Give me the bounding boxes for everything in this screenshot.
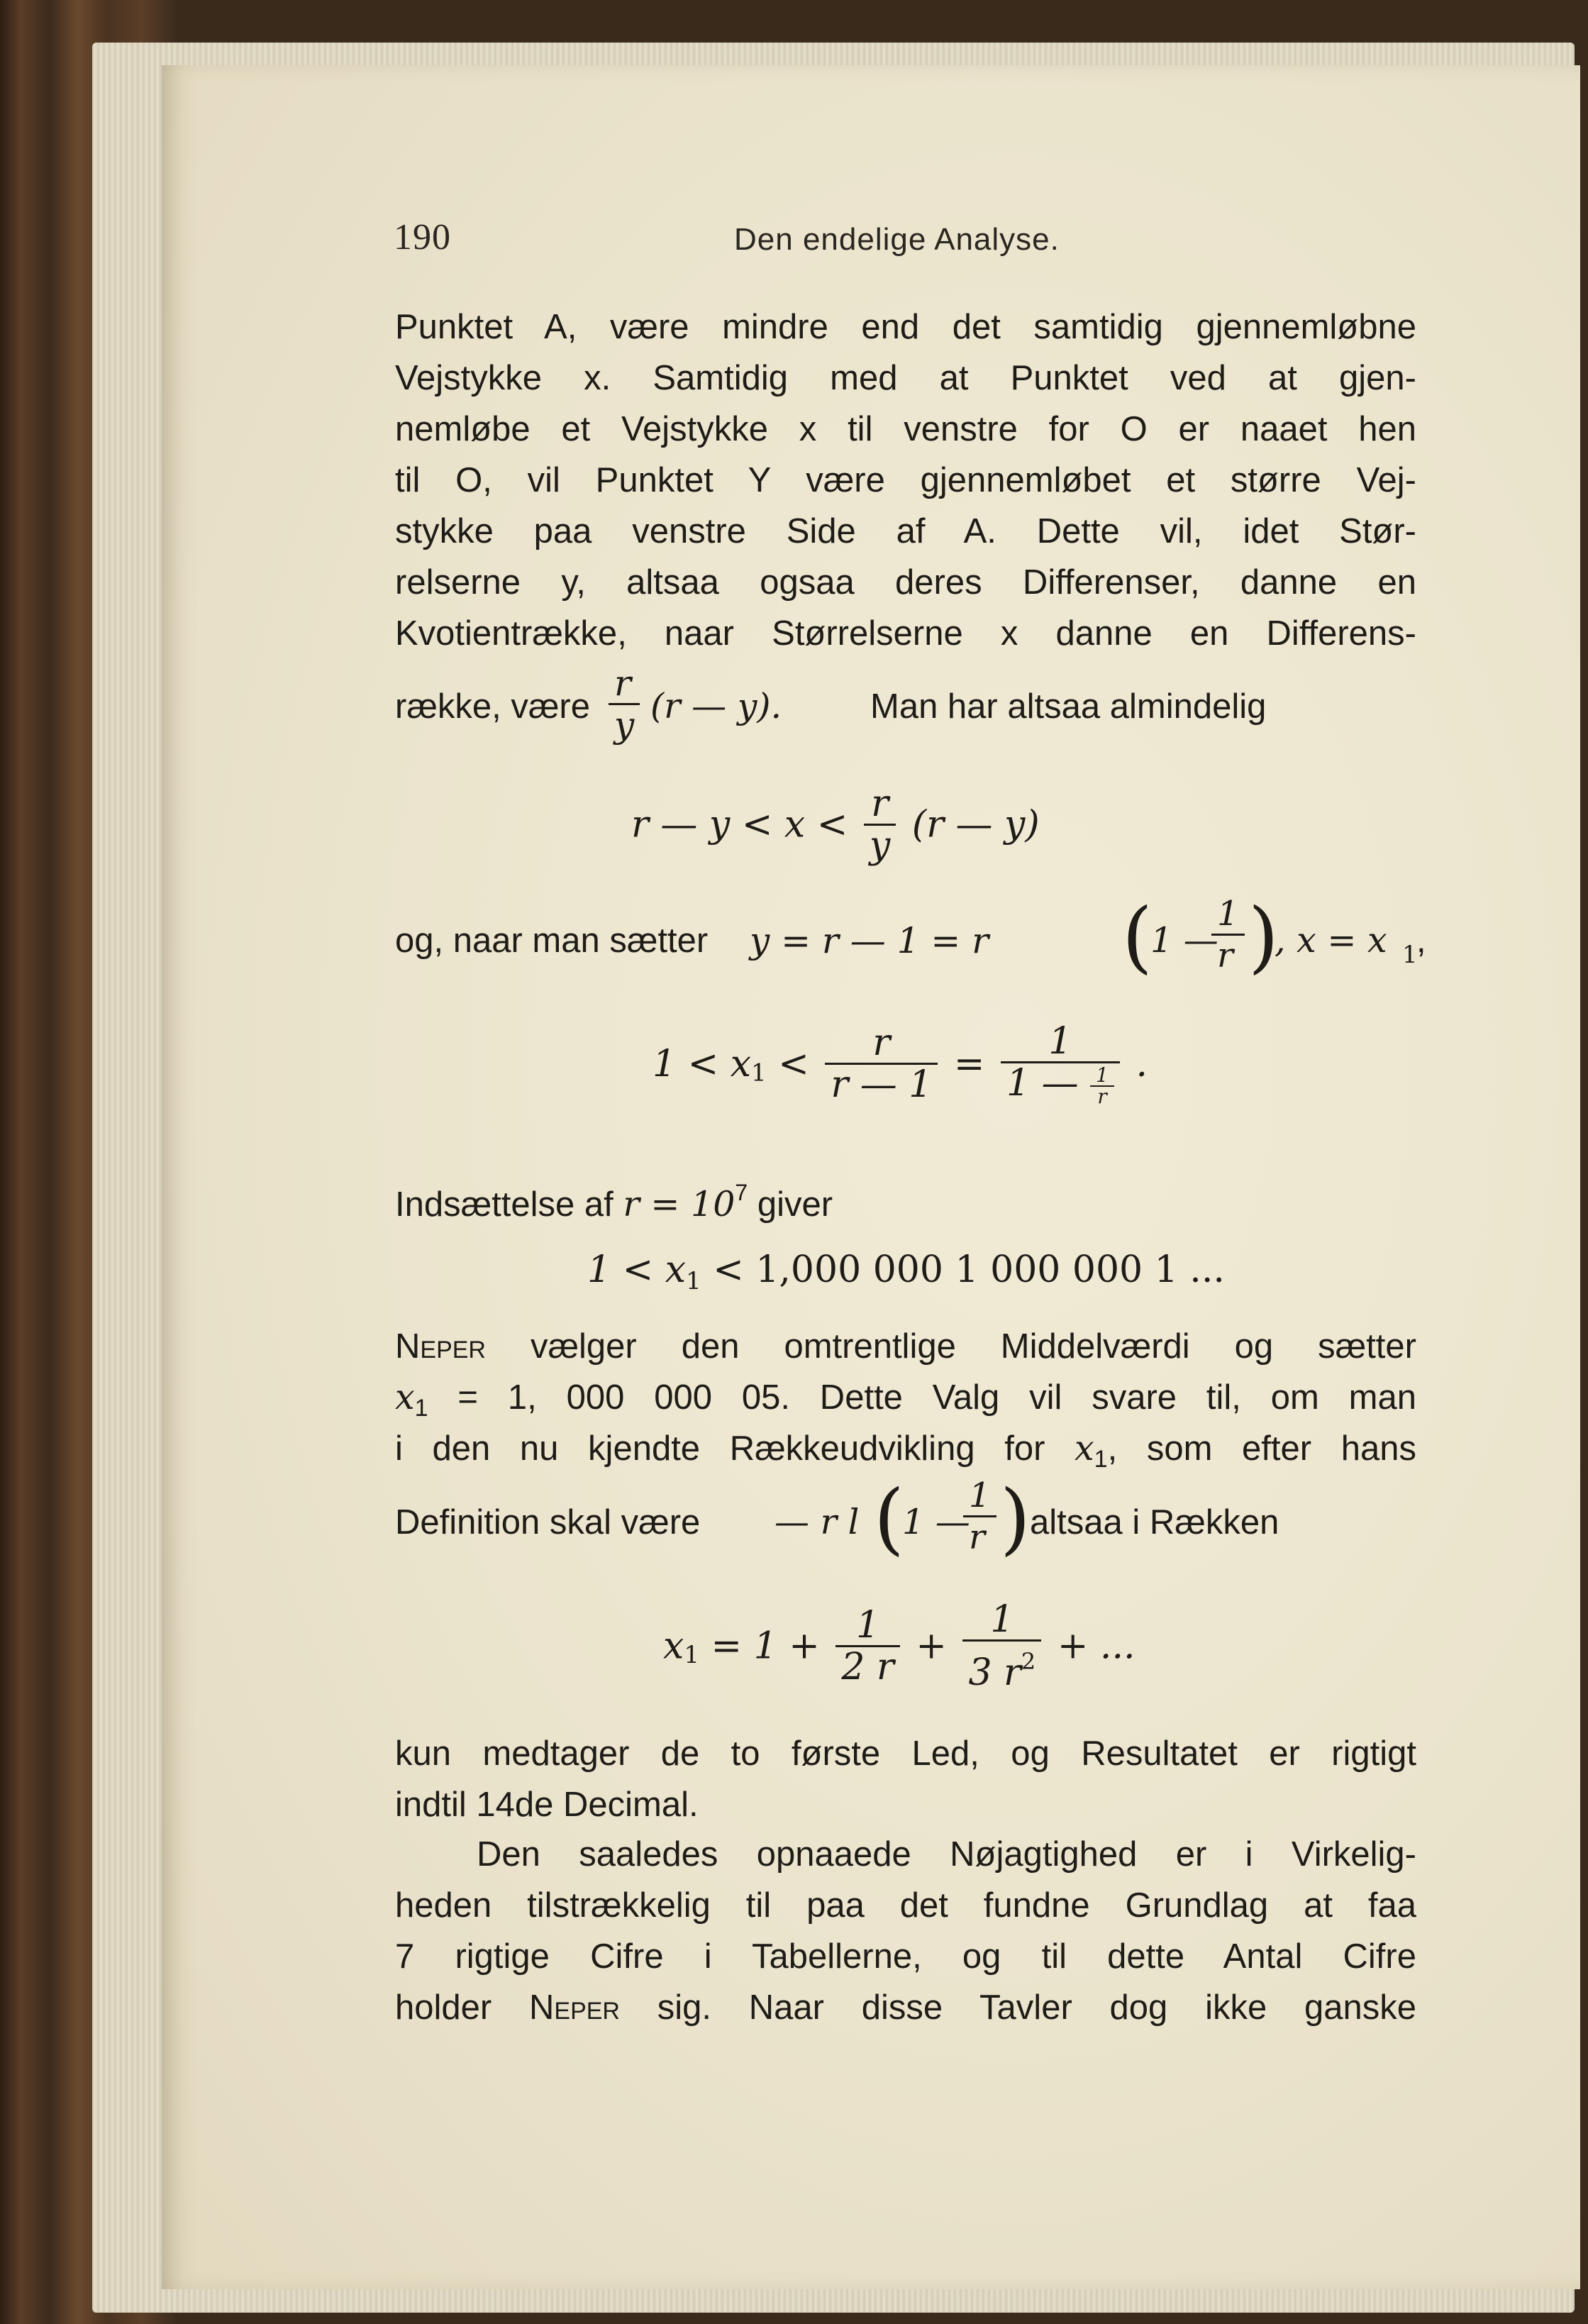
equation-left: 1 < x [587,1249,687,1291]
fraction-1-over-1-minus-1-over-r [1001,1022,1120,1107]
text-segment: holder [395,1988,492,2027]
equation-4 [663,1600,1136,1693]
expression: r = 10 [623,1184,735,1224]
running-title: Den endelige Analyse. [734,222,1060,257]
text-line: kun medtager de to første Led, og Resultatet er rigtigt [395,1734,1416,1773]
fraction-denominator: r [1090,1085,1114,1107]
exponent: 2 [1021,1648,1036,1675]
fraction-1-over-3r2 [962,1600,1041,1693]
text-line [395,1321,1416,1372]
line-end: giver [757,1185,833,1224]
comma: , [1416,922,1426,960]
period: . [1136,1042,1148,1085]
less-than: < [778,1042,821,1085]
fraction-denominator [962,1639,1041,1693]
fraction-denominator [1001,1061,1120,1107]
text-line: stykke paa venstre Side af A. Dette vil, idet Stør- [395,512,1416,550]
fraction-r-over-y [864,784,896,865]
expression-tail: , x = x [1275,920,1387,961]
text-segment: sig. Naar disse Tavler dog ikke ganske [657,1988,1416,2027]
equation-left: r — y < x < [631,803,848,846]
fraction-denominator: r [1211,934,1245,975]
right-paren: ) [1000,1473,1031,1564]
line-start: Definition skal være [395,1503,701,1542]
variable: x [395,1377,415,1417]
equation-right: (r — y) [911,803,1040,846]
paragraph-4 [395,1829,1416,2033]
text-line: Kvotientrække, naar Størrelserne x danne en Differens- [395,614,1416,653]
equation-left: x [663,1625,684,1668]
fraction-1-over-r [1211,894,1245,975]
line-start: Indsættelse af [395,1185,613,1224]
text-line [395,1372,1416,1423]
text-line [395,1423,1416,1474]
fraction-denominator: r [963,1515,996,1557]
fraction-numerator: 1 [990,1598,1014,1641]
text-line-naar [395,891,1426,986]
right-paren: ) [1248,891,1279,982]
subscript: 1 [414,1395,428,1422]
variable: x [1075,1428,1094,1468]
fraction-numerator: 1 [1217,894,1239,934]
subscript: 1 [1094,1446,1108,1473]
left-paren: ( [1122,891,1153,982]
equation-right: < 1,000 000 1 000 000 1 ... [713,1249,1225,1291]
line-end: altsaa i Rækken [1030,1503,1279,1542]
paragraph-2 [395,1321,1416,1474]
page-number: 190 [394,217,451,258]
equals: = [953,1042,996,1085]
text-segment: , som efter hans [1107,1429,1416,1468]
text-line: 7 rigtige Cifre i Tabellerne, og til dette Antal Cifre [395,1937,1416,1976]
text-line: heden tilstrækkelig til paa det fundne Grundlag at faa [395,1886,1416,1925]
subscript: 1 [686,1267,701,1295]
equation-3 [587,1249,1225,1295]
den-text: 3 r [968,1651,1021,1694]
small-fraction [1090,1063,1114,1108]
text-line-raekke [395,663,1416,746]
plus: + [916,1625,959,1668]
fraction-numerator: 1 [1048,1020,1072,1063]
fraction-numerator: 1 [969,1476,991,1515]
author-name: Neper [529,1988,620,2027]
subscript: 1 [1402,941,1418,969]
text-line: indtil 14de Decimal. [395,1786,699,1824]
fraction-numerator: r [614,663,631,704]
paragraph-1 [395,301,1416,659]
fraction-denominator: y [609,703,640,745]
subscript: 1 [751,1058,767,1088]
equation-left: 1 < x [653,1042,752,1085]
fraction-denominator: r — 1 [825,1063,938,1105]
fraction-1-over-r [963,1476,996,1557]
fraction-1-over-2r [835,1605,899,1687]
text-line-definition [395,1473,1416,1568]
text-line: relserne y, altsaa ogsaa deres Differenser, danne en [395,563,1416,602]
expression: — r l [774,1502,860,1542]
ellipsis: + ... [1057,1625,1136,1668]
text-segment: i den nu kjendte Rækkeudvikling for [395,1429,1045,1468]
page-header [394,216,1415,259]
text-line: Den saaledes opnaaede Nøjagtighed er i Virkelig- [477,1835,1416,1874]
left-paren: ( [874,1473,904,1564]
equation-2 [653,1022,1148,1107]
fraction-denominator: y [864,824,896,865]
text-line: til O, vil Punktet Y være gjennemløbet et større Vej- [395,461,1416,499]
text-segment: = 1, 000 000 05. Dette Valg vil svare til, om man [428,1378,1416,1417]
text-line: Punktet A, være mindre end det samtidig gjennemløbne [395,308,1416,346]
expression-one-minus: 1 — [1150,920,1218,961]
line-end: Man har altsaa almindelig [870,687,1267,726]
fraction-numerator: 1 [1096,1063,1109,1087]
line-start: række, være [395,687,591,726]
fraction-denominator: 2 r [835,1645,899,1687]
text-line-indsaettelse [395,1167,1416,1230]
equals: = 1 + [711,1625,832,1668]
fraction-numerator: r [871,782,889,825]
den-text: 1 — [1006,1062,1091,1105]
fraction-numerator: r [872,1022,891,1065]
fraction-r-over-r-minus-1 [825,1023,938,1105]
paragraph-3 [395,1728,1416,1830]
expression-one-minus: 1 — [902,1502,970,1542]
author-name: Neper [395,1327,486,1366]
line-start: og, naar man sætter [395,922,709,960]
equation-1 [631,784,1040,865]
fraction-r-over-y [609,663,640,745]
text-segment: vælger den omtrentlige Middelværdi og sætter [530,1327,1416,1366]
text-line: Vejstykke x. Samtidig med at Punktet ved at gjen- [395,359,1416,397]
expression: (r — y). [650,686,782,726]
fraction-numerator: 1 [856,1604,880,1647]
text-line: nemløbe et Vejstykke x til venstre for O er naaet hen [395,410,1416,448]
exponent: 7 [735,1180,748,1205]
expression: y = r — 1 = r [750,920,989,961]
text-line [395,1982,1416,2033]
subscript: 1 [684,1641,699,1669]
